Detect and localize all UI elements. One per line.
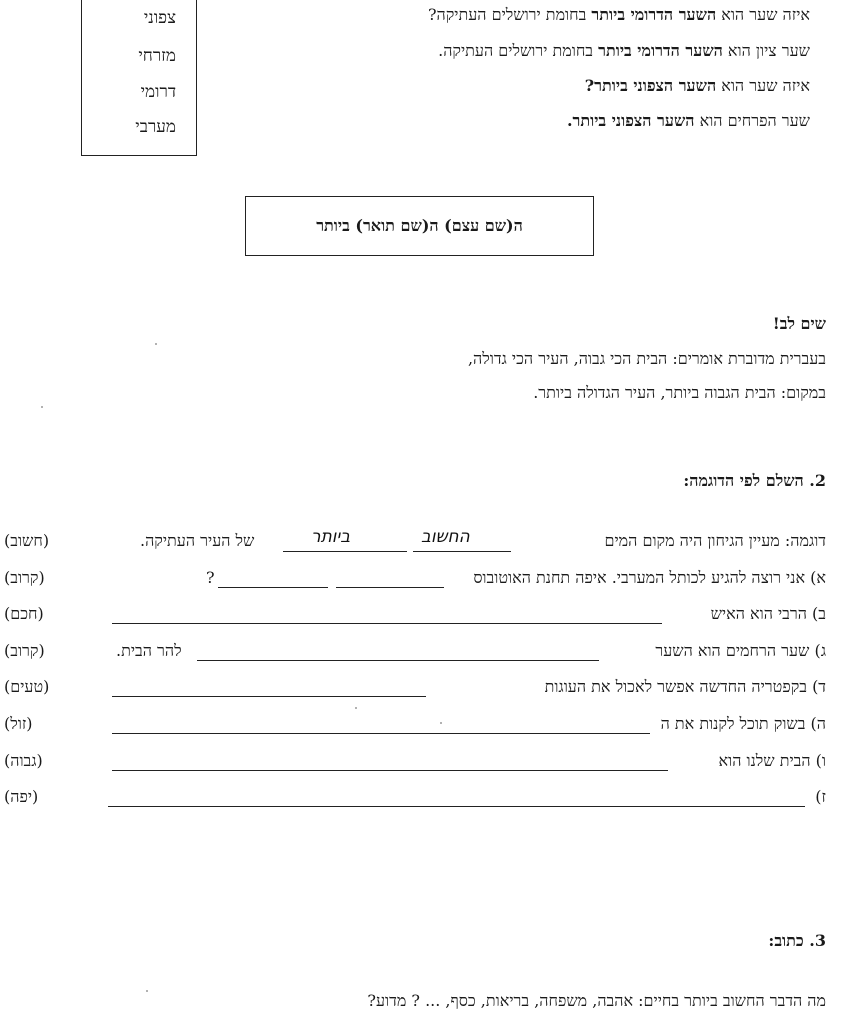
item-letter: ו) — [815, 751, 826, 770]
handwritten-answer: ביותר — [311, 527, 351, 547]
text: הבית שלנו הוא — [718, 751, 811, 770]
formula-box — [245, 196, 594, 256]
exercise-text — [711, 604, 826, 624]
formula-text: ה(שם עצם) ה(שם תואר) ביותר — [316, 216, 523, 235]
item-letter: ד) — [812, 677, 826, 696]
question-north — [585, 76, 810, 96]
text: בחומת ירושלים העתיקה? — [427, 5, 592, 24]
answer-line[interactable] — [336, 587, 444, 588]
answer-line[interactable] — [112, 733, 650, 734]
exercise-text — [815, 787, 826, 807]
end-text: להר הבית. — [116, 641, 182, 660]
example-text: דוגמה: מעיין הגיחון היה מקום המים — [604, 531, 826, 550]
word-box-item: צפוני — [143, 8, 176, 28]
handwritten-answer: החשוב — [421, 527, 470, 547]
hint: (זול) — [4, 714, 33, 733]
word-box-item: דרומי — [140, 82, 176, 102]
text: בקפטריה החדשה אפשר לאכול את העוגות — [544, 677, 807, 696]
hint: (קרוב) — [4, 641, 45, 660]
text: בחומת ירושלים העתיקה. — [438, 41, 599, 60]
answer-line — [283, 551, 407, 552]
answer-line[interactable] — [112, 623, 662, 624]
item-letter: ב) — [812, 604, 826, 623]
item-letter: א) — [810, 568, 826, 587]
hint: (טעים) — [4, 677, 50, 696]
scan-speck — [155, 343, 157, 345]
answer-line[interactable] — [218, 587, 328, 588]
exercise-row — [0, 568, 846, 594]
item-letter: ה) — [810, 714, 826, 733]
attention-title: שים לב! — [772, 314, 826, 333]
word-box-item: מערבי — [135, 117, 176, 137]
hint: (קרוב) — [4, 568, 45, 587]
scan-speck — [146, 990, 148, 992]
answer-line — [413, 551, 511, 552]
exercise-text — [661, 714, 826, 734]
exercise-row — [0, 677, 846, 703]
exercise-row — [0, 714, 846, 740]
attention-line: במקום: הבית הגבוה ביותר, העיר הגדולה ביותר. — [533, 383, 826, 402]
text: שער ציון הוא — [722, 41, 810, 60]
exercise-row — [0, 604, 846, 630]
hint: (חשוב) — [4, 531, 50, 550]
hint: (גבוה) — [4, 751, 43, 770]
word-box-item: מזרחי — [138, 46, 176, 66]
item-letter: ז) — [815, 787, 826, 806]
scan-speck — [440, 722, 442, 724]
hint: (חכם) — [4, 604, 44, 623]
scan-speck — [41, 406, 43, 408]
answer-line[interactable] — [108, 806, 805, 807]
emphasis-text: השער הצפוני ביותר. — [566, 111, 695, 130]
answer-line[interactable] — [112, 696, 426, 697]
emphasis-text: השער הדרומי ביותר — [598, 41, 723, 60]
exercise-row — [0, 641, 846, 667]
scan-speck — [355, 707, 357, 709]
exercise-row — [0, 787, 846, 813]
text: שער הרחמים הוא השער — [655, 641, 810, 660]
hint: (יפה) — [4, 787, 39, 806]
question-south — [428, 5, 810, 25]
example-row — [0, 527, 846, 557]
example-text: של העיר העתיקה. — [140, 531, 255, 550]
attention-line: בעברית מדוברת אומרים: הבית הכי גבוה, העיר הכי גדולה, — [467, 349, 826, 368]
text: איזה שער הוא — [716, 76, 810, 95]
item-letter: ג) — [814, 641, 826, 660]
exercise-text — [473, 568, 826, 588]
word-box — [81, 0, 197, 156]
emphasis-text: השער הצפוני ביותר? — [584, 76, 717, 95]
text: הרבי הוא האיש — [710, 604, 807, 623]
text: אני רוצה להגיע לכותל המערבי. איפה תחנת האוטובוס — [473, 568, 806, 587]
answer-line[interactable] — [197, 660, 599, 661]
answer-north — [567, 111, 810, 131]
end-text: ? — [206, 568, 215, 587]
text: שער הפרחים הוא — [694, 111, 810, 130]
emphasis-text: השער הדרומי ביותר — [591, 5, 717, 24]
section-2-title: 2. השלם לפי הדוגמה: — [683, 471, 826, 490]
text: בשוק תוכל לקנות את ה — [660, 714, 806, 733]
section-3-title: 3. כתוב: — [768, 931, 826, 950]
section-3-prompt: מה הדבר החשוב ביותר בחיים: אהבה, משפחה, בריאות, כסף, ... ? מדוע? — [367, 991, 826, 1010]
exercise-text — [719, 751, 826, 771]
exercise-row — [0, 751, 846, 777]
exercise-text — [655, 641, 826, 661]
answer-line[interactable] — [112, 770, 668, 771]
answer-south — [438, 41, 810, 61]
exercise-text — [545, 677, 826, 697]
text: איזה שער הוא — [716, 5, 810, 24]
